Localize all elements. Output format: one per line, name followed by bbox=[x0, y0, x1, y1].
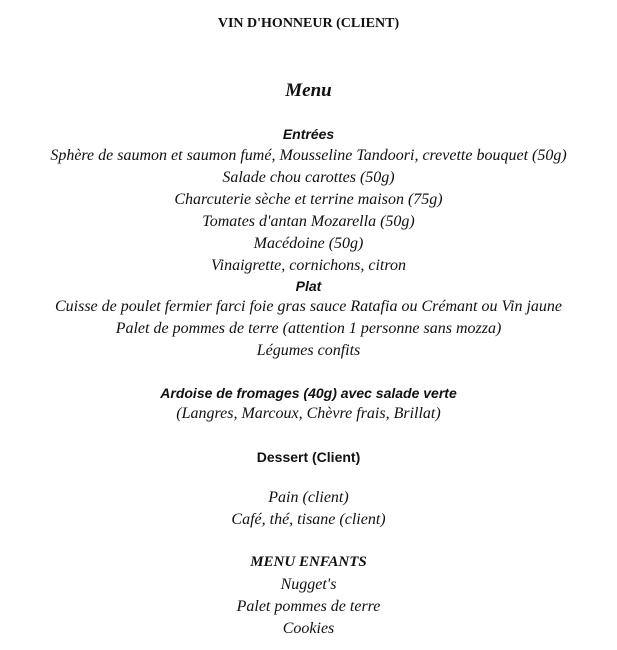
fromages-detail: (Langres, Marcoux, Chèvre frais, Brillat) bbox=[176, 405, 441, 422]
menu-title: Menu bbox=[285, 80, 332, 101]
enfants-item: Palet pommes de terre bbox=[236, 598, 381, 615]
enfants-heading: MENU ENFANTS bbox=[250, 554, 367, 570]
entrees-heading: Entrées bbox=[282, 126, 335, 142]
plat-item: Cuisse de poulet fermier farci foie gras sauce Ratafia ou Crémant ou Vin jaune bbox=[54, 298, 563, 315]
entree-item: Salade chou carottes (50g) bbox=[222, 169, 395, 186]
entree-item: Macédoine (50g) bbox=[253, 235, 364, 252]
plat-heading: Plat bbox=[295, 278, 322, 294]
entree-item: Charcuterie sèche et terrine maison (75g) bbox=[174, 191, 443, 208]
entree-item: Vinaigrette, cornichons, citron bbox=[211, 257, 406, 274]
document-title: VIN D'HONNEUR (CLIENT) bbox=[217, 16, 400, 31]
plat-item: Légumes confits bbox=[256, 342, 361, 359]
fromages-heading: Ardoise de fromages (40g) avec salade verte bbox=[160, 385, 457, 401]
dessert-item: Pain (client) bbox=[268, 489, 349, 506]
plat-item: Palet de pommes de terre (attention 1 personne sans mozza) bbox=[115, 320, 502, 337]
entree-item: Tomates d'antan Mozarella (50g) bbox=[202, 213, 415, 230]
enfants-item: Nugget's bbox=[280, 576, 337, 593]
entree-item: Sphère de saumon et saumon fumé, Mousseline Tandoori, crevette bouquet (50g) bbox=[50, 147, 567, 164]
enfants-item: Cookies bbox=[282, 620, 335, 637]
dessert-heading: Dessert (Client) bbox=[256, 449, 361, 465]
dessert-item: Café, thé, tisane (client) bbox=[231, 511, 386, 528]
